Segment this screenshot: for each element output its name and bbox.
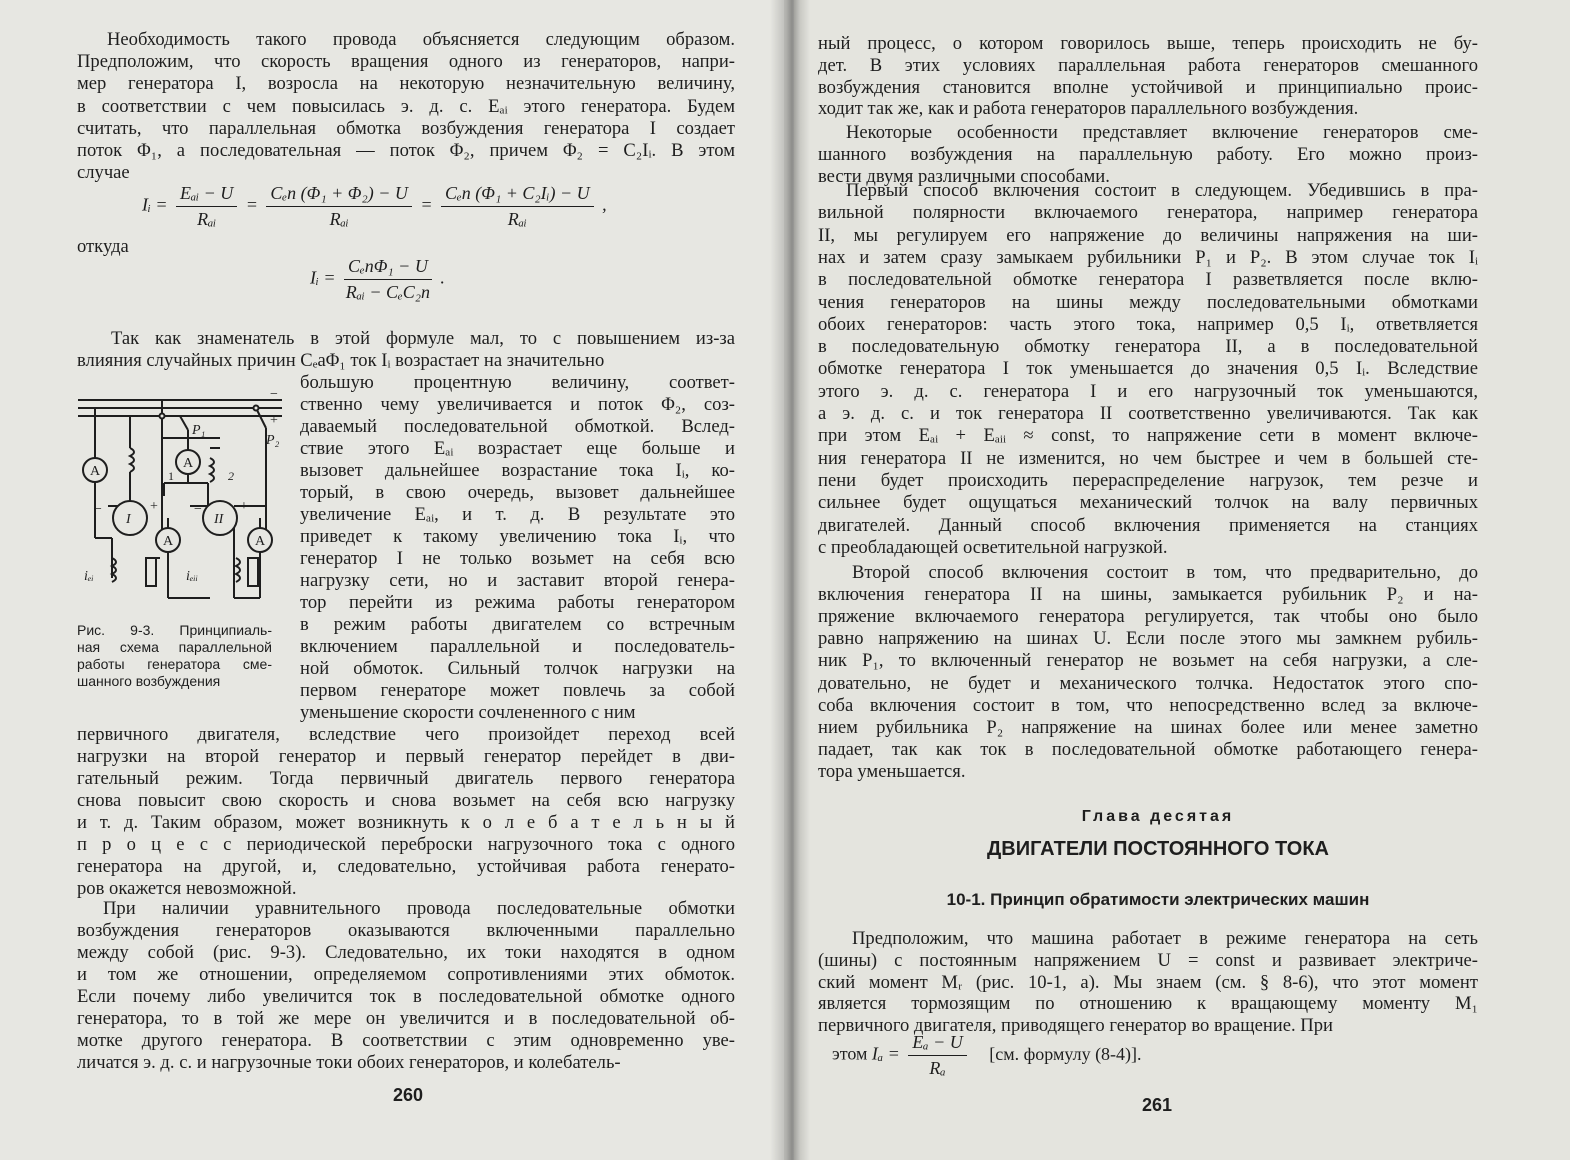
svg-text:+: +	[150, 499, 158, 514]
svg-text:−: −	[194, 502, 202, 517]
fraction: $\frac{\text{Cₑn (Φ₁ + Φ₂) − U}}{\text{Rₐᵢ}}$	[266, 183, 411, 230]
text-line: первичного двигателя, вследствие чего произойдет переход всей	[77, 724, 735, 745]
text-line: ной обмоток. Сильный толчок нагрузки на	[300, 658, 735, 679]
bus-minus-label: −	[270, 388, 278, 402]
section-title: 10-1. Принцип обратимости электрических машин	[946, 890, 1370, 909]
text-line: довательно, не будет и механического толчка. Недостаток этого спо-	[818, 672, 1478, 694]
text-line: и т. д. Таким образом, может возникнуть к о л е б а т е л ь н ы й	[77, 812, 735, 833]
text-line: увеличение Eₐᵢ, и т. д. В результате это	[300, 504, 735, 525]
text-line: дет. В этих условиях параллельная работа генераторов смешанного	[818, 54, 1478, 76]
text-line: падает, так как ток в последовательной обмотке работающего генера-	[818, 738, 1478, 760]
fraction: $\frac{\text{Eₐ − U}}{\text{Rₐ}}$	[908, 1032, 966, 1079]
svg-text:A: A	[255, 534, 266, 549]
text-line: возбуждения генераторов оказываются включенными параллельно	[77, 920, 735, 941]
figure-caption-line: Рис. 9-3. Принципиаль-	[77, 622, 272, 638]
text-line: обоих генераторов: часть этого тока, например 0,5 Iᵢ, ответвляется	[818, 313, 1478, 335]
text-line: в последовательной обмотке генератора I разветвляется после вклю-	[818, 269, 1478, 291]
text-line: мер генератора I, возросла на некоторую незначительную величину,	[77, 73, 735, 95]
text-line: ский момент Mᵣ (рис. 10-1, a). Мы знаем (см. § 8-6), что этот момент	[818, 971, 1478, 993]
text-line: нагрузку сети, но и заставит второй генера-	[300, 570, 735, 591]
text-line: поток Φ₁, а последовательная — поток Φ₂, причем Φ₂ = C₂Iᵢ. В этом	[77, 140, 735, 161]
text-line: вести двумя различными способами.	[818, 165, 1110, 187]
text-line: а э. д. с. и ток генератора II соответственно увеличиваются. Так как	[818, 403, 1478, 424]
text-line: возбуждения становится вполне устойчивой и принципиально проис-	[818, 76, 1478, 98]
text-line: II, мы регулируем его напряжение до величины напряжения на ши-	[818, 224, 1478, 246]
fraction: $\frac{\text{Cₑn (Φ₁ + C₂Iᵢ) − U}}{\text{Rₐᵢ}}$	[441, 183, 594, 230]
text-line: ник P₁, то включенный генератор не возьмет на себя нагрузки, а сле-	[818, 650, 1478, 672]
text-line: между собой (рис. 9-3). Следовательно, их токи находятся в одном	[77, 942, 735, 963]
svg-text:−: −	[94, 502, 102, 517]
formula-current-expansion: Iᵢ = $\frac{\text{Eₐᵢ − U}}{\text{Rₐᵢ}}$ = $\frac{\text{Cₑn (Φ₁ + Φ₂) − U}}{\text{Rₐᵢ}}$ = $\frac{\text{Cₑn (Φ₁ + C₂Iᵢ) − U}}{\text{Rₐᵢ}}$ ,	[142, 183, 607, 229]
svg-text:2: 2	[228, 469, 234, 483]
text-line: является тормозящим по отношению к вращающему моменту M₁	[818, 993, 1478, 1015]
text-line: Предположим, что машина работает в режиме генератора на сеть	[852, 928, 1478, 949]
book-gutter	[770, 0, 810, 1160]
text-line: пени будет происходить перераспределение нагрузок, тем резче и	[818, 469, 1478, 491]
svg-text:A: A	[163, 534, 174, 549]
fraction: $\frac{\text{CₑnΦ₁ − U}}{\text{Rₐᵢ − CₑC₂n}}$	[345, 256, 431, 302]
text-line: ния генератора II не изменится, но чем быстрее и чем в большей сте-	[818, 447, 1478, 469]
circuit-diagram-fig-9-3	[70, 388, 290, 608]
text-line: большую процентную величину, соответ-	[300, 372, 735, 393]
text-line: Так как знаменатель в этой формуле мал, то с повышением из-за	[111, 328, 735, 349]
text-line: первом генераторе может повлечь за собой	[300, 680, 735, 701]
text-line: включения генератора II на шины, замыкается рубильник P₂ и на-	[818, 584, 1478, 606]
text-line: гательный режим. Тогда первичный двигатель первого генератора	[77, 768, 735, 789]
formula-lhs: Iᵢ =	[142, 194, 168, 215]
svg-text:+: +	[240, 499, 248, 514]
fraction: $\frac{\text{Eₐᵢ − U}}{\text{Rₐᵢ}}$	[176, 183, 237, 230]
text-line: генератора, то в той же мере он увеличится и в последовательной об-	[77, 1008, 735, 1029]
text-line: в последовательную обмотку генератора II, а в последовательной	[818, 336, 1478, 358]
bus-plus-label: +	[270, 413, 278, 428]
text-line: приведет к такому увеличению тока Iᵢ, что	[300, 526, 735, 547]
figure-caption-line: шанного возбуждения	[77, 673, 221, 689]
text-line: нагрузки на второй генератор и первый генератор перейдет в дви-	[77, 746, 735, 767]
generator-2-label: II	[214, 512, 224, 527]
current-ieii-label: iₑᵢᵢ	[186, 569, 198, 584]
text-line: торый, в свою очередь, вызовет дальнейшее	[300, 482, 735, 503]
text-line: (шины) с постоянным напряжением U = const и развивает электриче-	[818, 949, 1478, 971]
text-line: вызовет дальнейшее возрастание тока Iᵢ, ко-	[300, 460, 735, 481]
svg-text:A: A	[90, 464, 101, 479]
page-number-right: 261	[1142, 1095, 1173, 1115]
switch-p2-label: P₂	[266, 433, 280, 448]
text-line: двигателей. Данный способ включения применяется на станциях	[818, 514, 1478, 536]
chapter-title: ДВИГАТЕЛИ ПОСТОЯННОГО ТОКА	[987, 838, 1329, 860]
text-line: считать, что параллельная обмотка возбуждения генератора I создает	[77, 117, 735, 139]
text-line: соба включения состоит в том, что непосредственно вслед за включе-	[818, 694, 1478, 716]
svg-text:1: 1	[168, 469, 174, 483]
figure-caption-line: ная схема параллельной	[77, 639, 272, 655]
text-line: Второй способ включения состоит в том, что предварительно, до	[852, 562, 1478, 583]
text-line: генератор I не только возьмет на себя всю	[300, 548, 735, 569]
text-line: и том же отношении, определяемом сопротивлениями этих обмоток.	[77, 964, 735, 985]
text-line: нах и затем сразу замыкаем рубильники P₁ и P₂. В этом случае ток Iᵢ	[818, 246, 1478, 268]
text-line: сильнее будет ощущаться механический толчок на валу первичных	[818, 492, 1478, 514]
text-line: при этом Eₐᵢ + Eₐᵢᵢ ≈ const, то напряжение сети в момент включе-	[818, 425, 1478, 447]
text-line: ный процесс, о котором говорилось выше, теперь происходить не бу-	[818, 33, 1478, 54]
text-line: равно напряжению на шинах U. Если после этого мы замкнем рубиль-	[818, 628, 1478, 650]
text-line: ров окажется невозможной.	[77, 878, 297, 899]
text-line: ственно чему увеличивается и поток Φ₂, соз-	[300, 394, 735, 415]
svg-text:A: A	[183, 456, 194, 471]
text-line: мотке другого генератора. В соответствии с этим одновременно уве-	[77, 1030, 735, 1051]
text-line: шанного возбуждения на параллельную работу. Его можно произ-	[818, 143, 1478, 165]
text-line: пряжение включаемого генератора регулируется, так чтобы оно было	[818, 606, 1478, 628]
text-line: Первый способ включения состоит в следующем. Убедившись в пра-	[846, 180, 1478, 201]
text-line: ходит так же, как и работа генераторов параллельного возбуждения.	[818, 98, 1359, 120]
switch-p1-label: P₁	[192, 423, 206, 438]
text-line: Необходимость такого провода объясняется следующим образом.	[107, 29, 735, 50]
chapter-label: Глава десятая	[1081, 808, 1235, 825]
text-line: с преобладающей осветительной нагрузкой.	[818, 536, 1168, 558]
text-line: генератора на другой, и, следовательно, устойчивая работа генерато-	[77, 856, 735, 877]
text-line: в режим работы двигателем со встречным	[300, 614, 735, 635]
text-line: случае	[77, 162, 130, 184]
figure-caption-line: работы генератора сме-	[77, 656, 272, 672]
text-line: Некоторые особенности представляет включение генераторов сме-	[846, 122, 1478, 143]
text-line: обмотке генератора I ток уменьшается до значения 0,5 Iᵢ. Вследствие	[818, 358, 1478, 380]
text-line: п р о ц е с с периодической переброски нагрузочного тока с одного	[77, 834, 735, 855]
text-line: в соответствии с чем повысилась э. д. с. Eₐᵢ этого генератора. Будем	[77, 95, 735, 117]
text-line: личатся э. д. с. и нагрузочные токи обоих генераторов, и колебатель-	[77, 1052, 621, 1073]
formula-armature-current: этом Iₐ = $\frac{\text{Eₐ − U}}{\text{Rₐ}}$ [см. формулу (8-4)].	[832, 1032, 1142, 1078]
text-line: ствие этого Eₐᵢ возрастает еще больше и	[300, 438, 735, 459]
formula-current-result: Iᵢ = $\frac{\text{CₑnΦ₁ − U}}{\text{Rₐᵢ − CₑC₂n}}$ .	[310, 256, 445, 302]
text-line: При наличии уравнительного провода последовательные обмотки	[103, 898, 735, 919]
text-line: чения генераторов на шины между последовательными обмотками	[818, 291, 1478, 313]
text-line: уменьшение скорости сочлененного с ним	[300, 702, 636, 723]
text-line: вильной полярности включаемого генератора, например генератора	[818, 202, 1478, 224]
page-number-left: 260	[393, 1085, 424, 1105]
text-line: тор перейти из режима работы генератором	[300, 592, 735, 613]
text-line: тора уменьшается.	[818, 760, 966, 782]
otkuda-word: откуда	[77, 236, 129, 257]
text-line: Если почему либо увеличится ток в последовательной обмотке одного	[77, 986, 735, 1007]
text-line: первичного двигателя, приводящего генератор во вращение. При	[818, 1015, 1333, 1037]
text-line: Предположим, что скорость вращения одного из генераторов, напри-	[77, 51, 735, 73]
text-line: нием рубильника P₂ напряжение на шинах более или менее заметно	[818, 716, 1478, 738]
text-line: снова повысит свою скорость и снова возьмет на себя всю нагрузку	[77, 790, 735, 811]
generator-1-label: I	[126, 512, 131, 527]
current-iei-label: iₑᵢ	[84, 569, 94, 584]
text-line: даваемый последовательной обмоткой. Вслед-	[300, 416, 735, 437]
text-line: влияния случайных причин CₑaΦ₁ ток Iᵢ возрастает на значительно	[77, 350, 605, 371]
text-line: этого э. д. с. генератора I и его нагрузочный ток уменьшаются,	[818, 380, 1478, 402]
text-line: включением параллельной и последователь-	[300, 636, 735, 657]
